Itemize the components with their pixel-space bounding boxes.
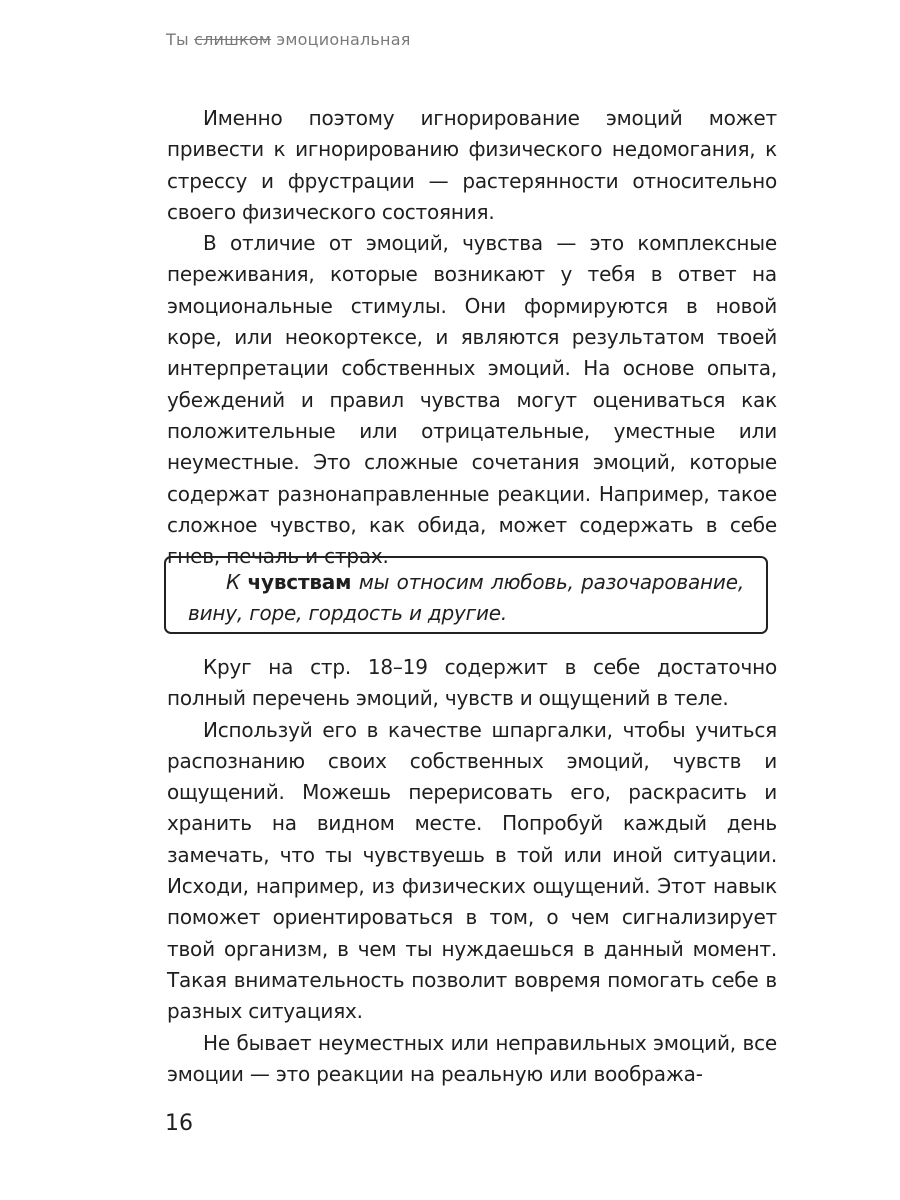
running-head-after: эмоциональная — [276, 30, 411, 49]
body-text-bottom — [167, 652, 777, 1090]
running-head-before: Ты — [166, 30, 189, 49]
body-text-top — [167, 103, 777, 572]
paragraph: Именно поэтому игнорирование эмоций может привести к игнорированию физического недомогания, к стрессу и фрустрации — растерянности относительно своего физического состояния. — [167, 106, 777, 224]
callout-text: мы относим любовь, разочарование, вину, горе, гордость и другие. — [188, 570, 744, 625]
paragraph: Круг на стр. 18–19 содержит в себе достаточно полный перечень эмоций, чувств и ощущений в теле. — [167, 655, 777, 711]
running-head-struck-word: слишком — [194, 30, 272, 49]
paragraph: В отличие от эмоций, чувства — это комплексные переживания, которые возникают у тебя в ответ на эмоциональные стимулы. Они формируются в новой коре, или неокортексе, и являются результатом твоей интерпретации собственных эмоций. На основе опыта, убеждений и правил чувства могут оцениваться как положительные или отрицательные, уместные или неуместные. Это сложные сочетания эмоций, которые содержат разнонаправленные реакции. Например, такое сложное чувство, как обида, может содержать в себе гнев, печаль и страх. — [167, 231, 777, 569]
page-number: 16 — [165, 1111, 193, 1136]
feelings-callout-box — [164, 556, 768, 634]
paragraph: Не бывает неуместных или неправильных эмоций, все эмоции — это реакции на реальную или вообража- — [167, 1030, 777, 1086]
paragraph: Используй его в качестве шпаргалки, чтобы учиться распознанию своих собственных эмоций, чувств и ощущений. Можешь перерисовать его, раскрасить и хранить на видном месте. Попробуй каждый день замечать, что ты чувствуешь в той или иной ситуации. Исходи, например, из физических ощущений. Этот навык поможет ориентироваться в том, о чем сигнализирует твой организм, в чем ты нуждаешься в данный момент. Такая внимательность позволит вовремя помогать себе в разных ситуациях. — [167, 717, 777, 1024]
running-head — [166, 30, 411, 49]
callout-bold-term: чувствам — [247, 570, 352, 594]
callout-lead: К — [226, 570, 240, 594]
